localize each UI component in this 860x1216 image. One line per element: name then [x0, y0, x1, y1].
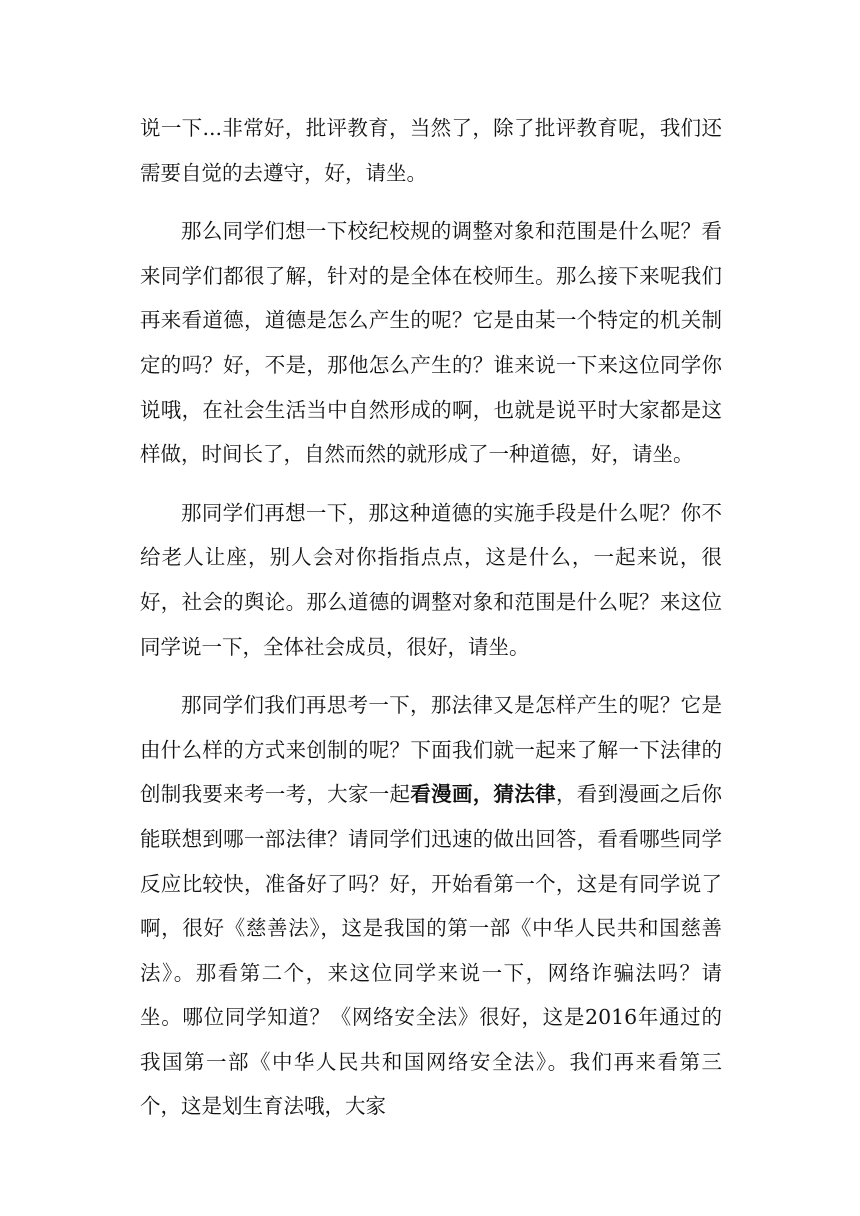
- paragraph-2: 那么同学们想一下校纪校规的调整对象和范围是什么呢？看来同学们都很了解，针对的是全体在校师生。那么接下来呢我们再来看道德，道德是怎么产生的呢？它是由某一个特定的机关制定的吗？好，不是，那他怎么产生的？谁来说一下来这位同学你说哦，在社会生活当中自然形成的啊，也就是说平时大家都是这样做，时间长了，自然而然的就形成了一种道德，好，请坐。: [140, 219, 722, 467]
- paragraph-4-bold-phrase: 看漫画，猜法律: [410, 782, 556, 807]
- paragraph-3: 那同学们再想一下，那这种道德的实施手段是什么呢？你不给老人让座，别人会对你指指点点，这是什么，一起来说，很好，社会的舆论。那么道德的调整对象和范围是什么呢？来这位同学说一下，全体社会成员，很好，请坐。: [140, 500, 722, 659]
- paragraph-4-text-after: ，看到漫画之后你能联想到哪一部法律？请同学们迅速的做出回答，看看哪些同学反应比较快，准备好了吗？好，开始看第一个，这是有同学说了啊，很好《慈善法》，这是我国的第一部《中华人民共和国慈善法》。那看第二个，来这位同学来说一下，网络诈骗法吗？请坐。哪位同学知道？《网络安全法》很好，这是2016年通过的我国第一部《中华人民共和国网络安全法》。我们再来看第三个，这是划生育法哦，大家: [140, 782, 723, 1119]
- paragraph-4-text-before: 那同学们我们再思考一下，那法律又是怎样产生的呢？它是由什么样的方式来创制的呢？下面我们就一起来了解一下法律的创制我要来考一考，大家一起: [140, 693, 722, 807]
- paragraph-4: [140, 683, 722, 1129]
- paragraph-1: 说一下...非常好，批评教育，当然了，除了批评教育呢，我们还需要自觉的去遵守，好，请坐。: [140, 116, 722, 185]
- document-body: [140, 106, 722, 1143]
